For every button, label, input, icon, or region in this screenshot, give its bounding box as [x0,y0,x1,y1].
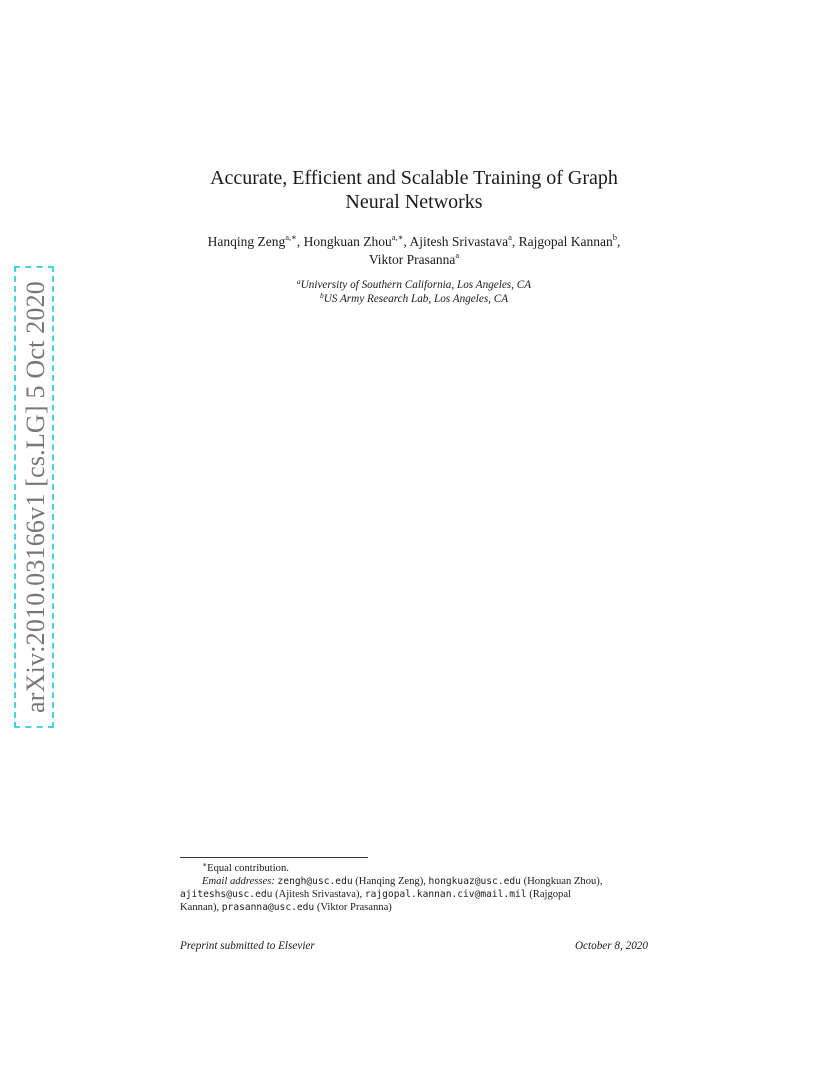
footnote-emails-line-3 [180,901,650,914]
footnote-rule [180,857,368,858]
email-link[interactable]: rajgopal.kannan.civ@mail.mil [364,889,527,900]
affiliation-a [150,279,678,293]
arxiv-identifier[interactable]: arXiv:2010.03166v1 [cs.LG] 5 Oct 2020 [21,281,50,713]
email-owner: Kannan), [180,902,220,913]
author-affil-sup: a,∗ [285,232,297,242]
footnote-equal-text: Equal contribution. [207,863,289,874]
email-link[interactable]: ajiteshs@usc.edu [180,889,273,900]
author-line-2 [150,251,678,269]
title-line-2: Neural Networks [345,191,483,213]
title-line-1: Accurate, Efficient and Scalable Training of Graph [210,167,618,189]
author-separator: , [403,234,410,249]
author-line-1 [150,233,678,251]
affiliation-sup: b [319,290,324,300]
paper-title [150,166,678,214]
author-name: Hongkuan Zhou [303,234,392,249]
author-affil-sup: a,∗ [391,232,404,242]
affiliation-sup: a [296,277,301,286]
preprint-notice: Preprint submitted to Elsevier [180,940,315,952]
author-affil-sup: a [455,250,460,260]
affiliation-text: University of Southern California, Los Angeles, CA [300,279,532,291]
author-name: Ajitesh Srivastava [409,234,509,249]
footnote [180,862,650,914]
author-affil-sup: a [508,232,512,242]
author-separator: , [617,234,621,249]
preprint-date: October 8, 2020 [574,940,648,952]
author-affil-sup: b [612,232,617,242]
author-list [150,233,678,269]
footnote-emails-line-1 [180,875,650,888]
footnote-emails-line-2 [180,888,650,901]
affiliation-list [150,279,678,306]
author-separator: , [511,234,519,249]
email-owner: (Hanqing Zeng), [355,876,426,887]
author-name: Hanqing Zeng [207,234,286,249]
email-owner: (Viktor Prasanna) [316,902,392,913]
email-owner: (Rajgopal [529,889,571,900]
author-name: Viktor Prasanna [368,252,456,267]
email-owner: (Hongkuan Zhou), [523,876,603,887]
author-name: Rajgopal Kannan [518,234,613,249]
author-separator: , [296,234,304,249]
email-link[interactable]: zengh@usc.edu [277,876,353,887]
email-owner: (Ajitesh Srivastava), [275,889,363,900]
email-link[interactable]: hongkuaz@usc.edu [428,876,521,887]
affiliation-b [150,290,678,307]
footnote-marker: ∗ [202,860,208,869]
email-label: Email addresses: [202,876,275,887]
affiliation-text: US Army Research Lab, Los Angeles, CA [323,292,509,305]
footnote-equal [180,862,650,875]
email-link[interactable]: prasanna@usc.edu [221,902,315,913]
